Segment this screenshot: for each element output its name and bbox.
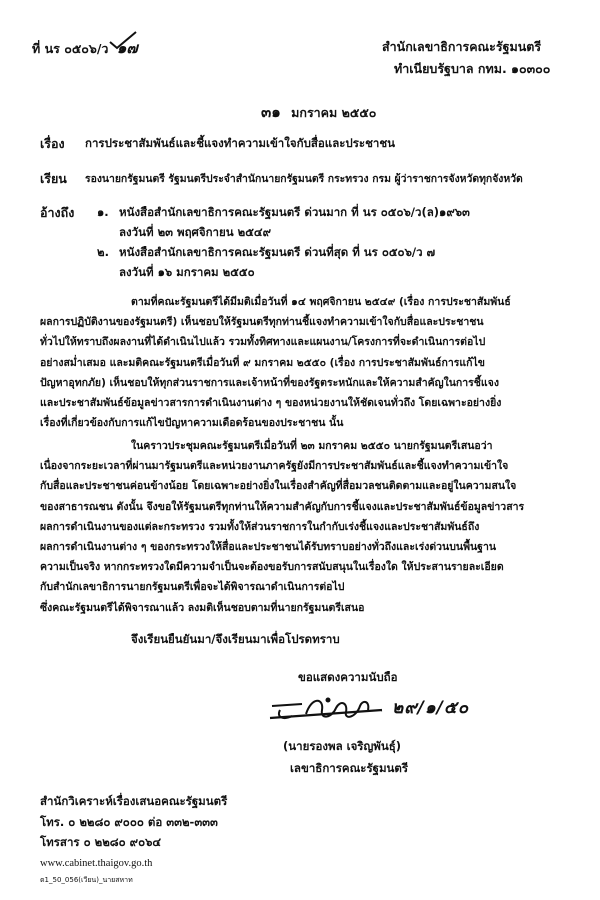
office-name: สำนักเลขาธิการคณะรัฐมนตรี	[382, 39, 542, 54]
signature-image	[262, 688, 392, 732]
reference-1-line1: หนังสือสำนักเลขาธิการคณะรัฐมนตรี ด่วนมาก ที่ นร ๐๕๐๖/ว(ล)๑๙๖๓	[119, 205, 470, 219]
reference-2-line1: หนังสือสำนักเลขาธิการคณะรัฐมนตรี ด่วนที่สุด ที่ นร ๐๕๐๖/ว ๗	[119, 245, 436, 259]
footer-unit: สำนักวิเคราะห์เรื่องเสนอคณะรัฐมนตรี	[40, 794, 228, 808]
paragraph-line: และประชาสัมพันธ์ข้อมูลข่าวสารการดำเนินงานต่าง ๆ ของหน่วยงานให้ชัดเจนทั่วถึง โดยเฉพาะอย่างยิ่ง	[40, 397, 502, 410]
paragraph-line: กับสื่อและประชาชนค่อนข้างน้อย โดยเฉพาะอย่างยิ่งในเรื่องสำคัญที่สื่อมวลชนติดตามและอยู่ในความสนใจ	[40, 480, 517, 493]
addressee-text: รองนายกรัฐมนตรี รัฐมนตรีประจำสำนักนายกรัฐมนตรี กระทรวง กรม ผู้ว่าราชการจังหวัดทุกจังหวัด	[85, 173, 523, 185]
reference-2-line2: ลงวันที่ ๑๖ มกราคม ๒๕๕๐	[119, 265, 255, 279]
reference-label: อ้างถึง	[40, 205, 75, 220]
signature-date: ๒๙/๑/๕๐	[392, 698, 470, 718]
document-date	[261, 100, 376, 124]
body-paragraph-1	[40, 292, 560, 433]
reference-1-number: ๑.	[97, 205, 109, 219]
footer-file-ref: ต1_50_056(เวียน)_นายสหาท	[40, 876, 133, 884]
body-paragraph-2	[40, 436, 560, 618]
paragraph-line: ของสาธารณชน ดังนั้น จึงขอให้รัฐมนตรีทุกท่านให้ความสำคัญกับการชี้แจงและประชาสัมพันธ์ข้อมูลข่าวสาร	[40, 500, 525, 513]
paragraph-line: ทั่วไปให้ทราบถึงผลงานที่ได้ดำเนินไปแล้ว รวมทั้งทิศทางและแผนงาน/โครงการที่จะดำเนินการต่อไป	[40, 336, 486, 349]
reference-1-line2: ลงวันที่ ๒๓ พฤศจิกายน ๒๕๔๙	[119, 225, 272, 239]
office-address: ทำเนียบรัฐบาล กทม. ๑๐๓๐๐	[394, 61, 551, 76]
reference-2-number: ๒.	[97, 245, 109, 259]
paragraph-line: ตามที่คณะรัฐมนตรีได้มีมติเมื่อวันที่ ๑๔ พฤศจิกายน ๒๕๔๙ (เรื่อง การประชาสัมพันธ์	[131, 296, 511, 308]
footer-website: www.cabinet.thaigov.go.th	[40, 858, 153, 869]
paragraph-line: อย่างสม่ำเสมอ และมติคณะรัฐมนตรีเมื่อวันที่ ๙ มกราคม ๒๕๕๐ (เรื่อง การประชาสัมพันธ์การแก้ไข	[40, 356, 485, 369]
paragraph-line: ในคราวประชุมคณะรัฐมนตรีเมื่อวันที่ ๒๓ มกราคม ๒๕๕๐ นายกรัฐมนตรีเสนอว่า	[131, 440, 493, 452]
footer-phone: โทร. ๐ ๒๒๘๐ ๙๐๐๐ ต่อ ๓๓๒-๓๓๓	[40, 815, 218, 829]
doc-number-handwritten: ๑๗	[116, 39, 138, 57]
paragraph-line: ซึ่งคณะรัฐมนตรีได้พิจารณาแล้ว ลงมติเห็นชอบตามที่นายกรัฐมนตรีเสนอ	[40, 601, 365, 614]
signatory-name: (นายรองพล เจริญพันธุ์)	[283, 739, 402, 753]
closing-request: จึงเรียนยืนยันมา/จึงเรียนมาเพื่อโปรดทราบ	[131, 632, 340, 646]
subject-text: การประชาสัมพันธ์และชี้แจงทำความเข้าใจกับสื่อและประชาชน	[85, 136, 396, 150]
date-day: ๓๑	[261, 103, 281, 121]
paragraph-line: ผลการปฏิบัติงานของรัฐมนตรี) เห็นชอบให้รัฐมนตรีทุกท่านชี้แจงทำความเข้าใจกับสื่อและประชาชน	[40, 316, 484, 329]
addressee-label: เรียน	[40, 171, 67, 186]
paragraph-line: กับสำนักเลขาธิการนายกรัฐมนตรีเพื่อจะได้พิจารณาดำเนินการต่อไป	[40, 581, 345, 594]
date-month-year: มกราคม ๒๕๕๐	[291, 105, 377, 120]
paragraph-line: ความเป็นจริง หากกระทรวงใดมีความจำเป็นจะต้องขอรับการสนับสนุนในเรื่องใด ให้ประสานรายละเอียด	[40, 561, 504, 574]
signatory-position: เลขาธิการคณะรัฐมนตรี	[290, 761, 409, 775]
check-mark-icon	[108, 30, 138, 52]
paragraph-line: ปัญหาอุทกภัย) เห็นชอบให้ทุกส่วนราชการและเจ้าหน้าที่ของรัฐตระหนักและให้ความสำคัญในการชี้แจง	[40, 376, 499, 389]
doc-number-prefix: ที่ นร ๐๕๐๖/ว	[32, 41, 109, 56]
paragraph-line: ผลการดำเนินงานต่าง ๆ ของกระทรวงให้สื่อและประชาชนได้รับทราบอย่างทั่วถึงและเร่งด่วนบนพื้นฐาน	[40, 541, 497, 554]
salutation: ขอแสดงความนับถือ	[298, 670, 398, 684]
footer-fax: โทรสาร ๐ ๒๒๘๐ ๙๐๖๔	[40, 835, 162, 849]
subject-label: เรื่อง	[40, 136, 65, 151]
paragraph-line: ผลการดำเนินงานของแต่ละกระทรวง รวมทั้งให้ส่วนราชการในกำกับเร่งชี้แจงและประชาสัมพันธ์ถึง	[40, 520, 480, 533]
paragraph-line: เรื่องที่เกี่ยวข้องกับการแก้ไขปัญหาความเดือดร้อนของประชาชน นั้น	[40, 417, 344, 430]
paragraph-line: เนื่องจากระยะเวลาที่ผ่านมารัฐมนตรีและหน่วยงานภาครัฐยังมีการประชาสัมพันธ์และชี้แจงทำความเข้าใจ	[40, 460, 509, 473]
